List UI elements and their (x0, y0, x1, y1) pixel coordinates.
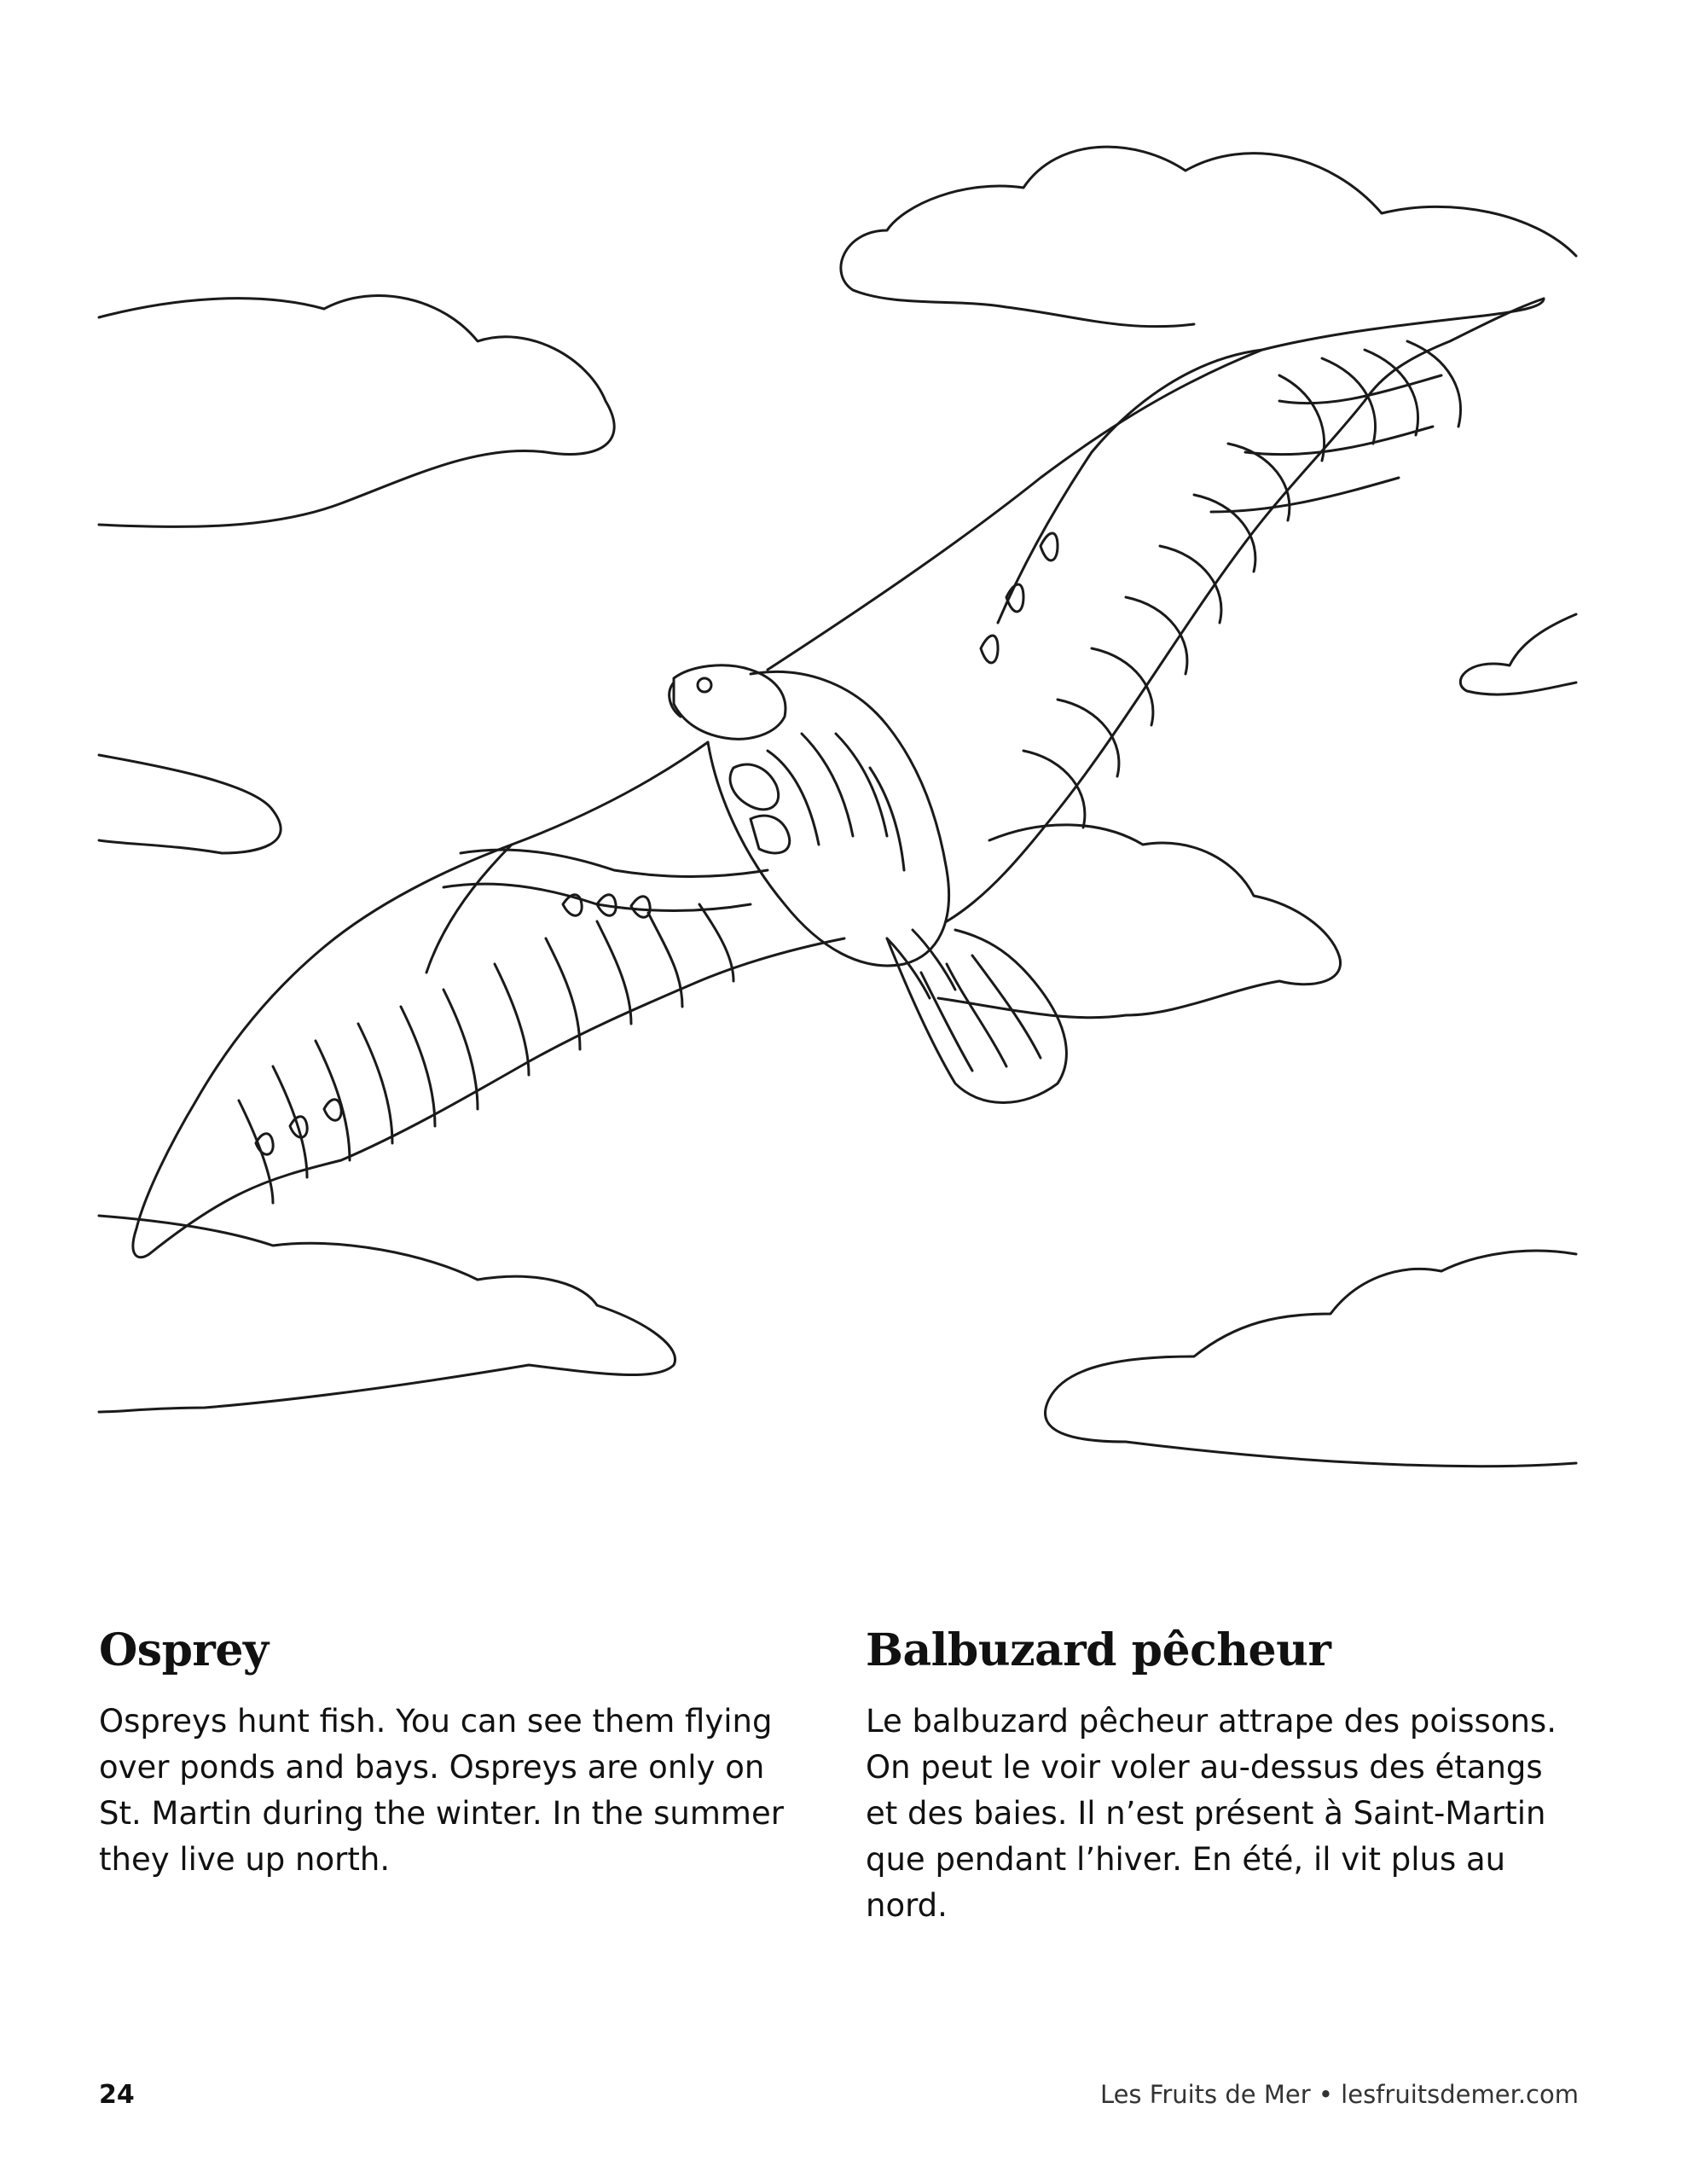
cloud-bottom-right (1046, 1251, 1576, 1467)
footer-credit: Les Fruits de Mer • lesfruitsdemer.com (1099, 2080, 1579, 2109)
cloud-top-left (99, 296, 614, 527)
page-number: 24 (99, 2080, 135, 2110)
cloud-top-right (841, 147, 1576, 327)
osprey-drawing (133, 299, 1544, 1258)
cloud-left-middle (99, 755, 281, 853)
cloud-bottom-left (99, 1216, 675, 1412)
french-section (866, 1625, 1565, 1929)
cloud-right-small (1460, 614, 1576, 694)
english-body: Ospreys hunt fish. You can see them flying over ponds and bays. Ospreys are only on St. Martin during the winter. In the summer they live up north. (99, 1702, 784, 1878)
cloud-center (938, 825, 1341, 1018)
french-heading: Balbuzard pêcheur (866, 1624, 1331, 1676)
english-heading: Osprey (99, 1624, 269, 1676)
french-body: Le balbuzard pêcheur attrape des poissons. On peut le voir voler au-dessus des étangs et des baies. Il n’est présent à Saint-Martin que pendant l’hiver. En été, il vit plus au nord. (866, 1702, 1557, 1924)
english-section (99, 1625, 798, 1883)
